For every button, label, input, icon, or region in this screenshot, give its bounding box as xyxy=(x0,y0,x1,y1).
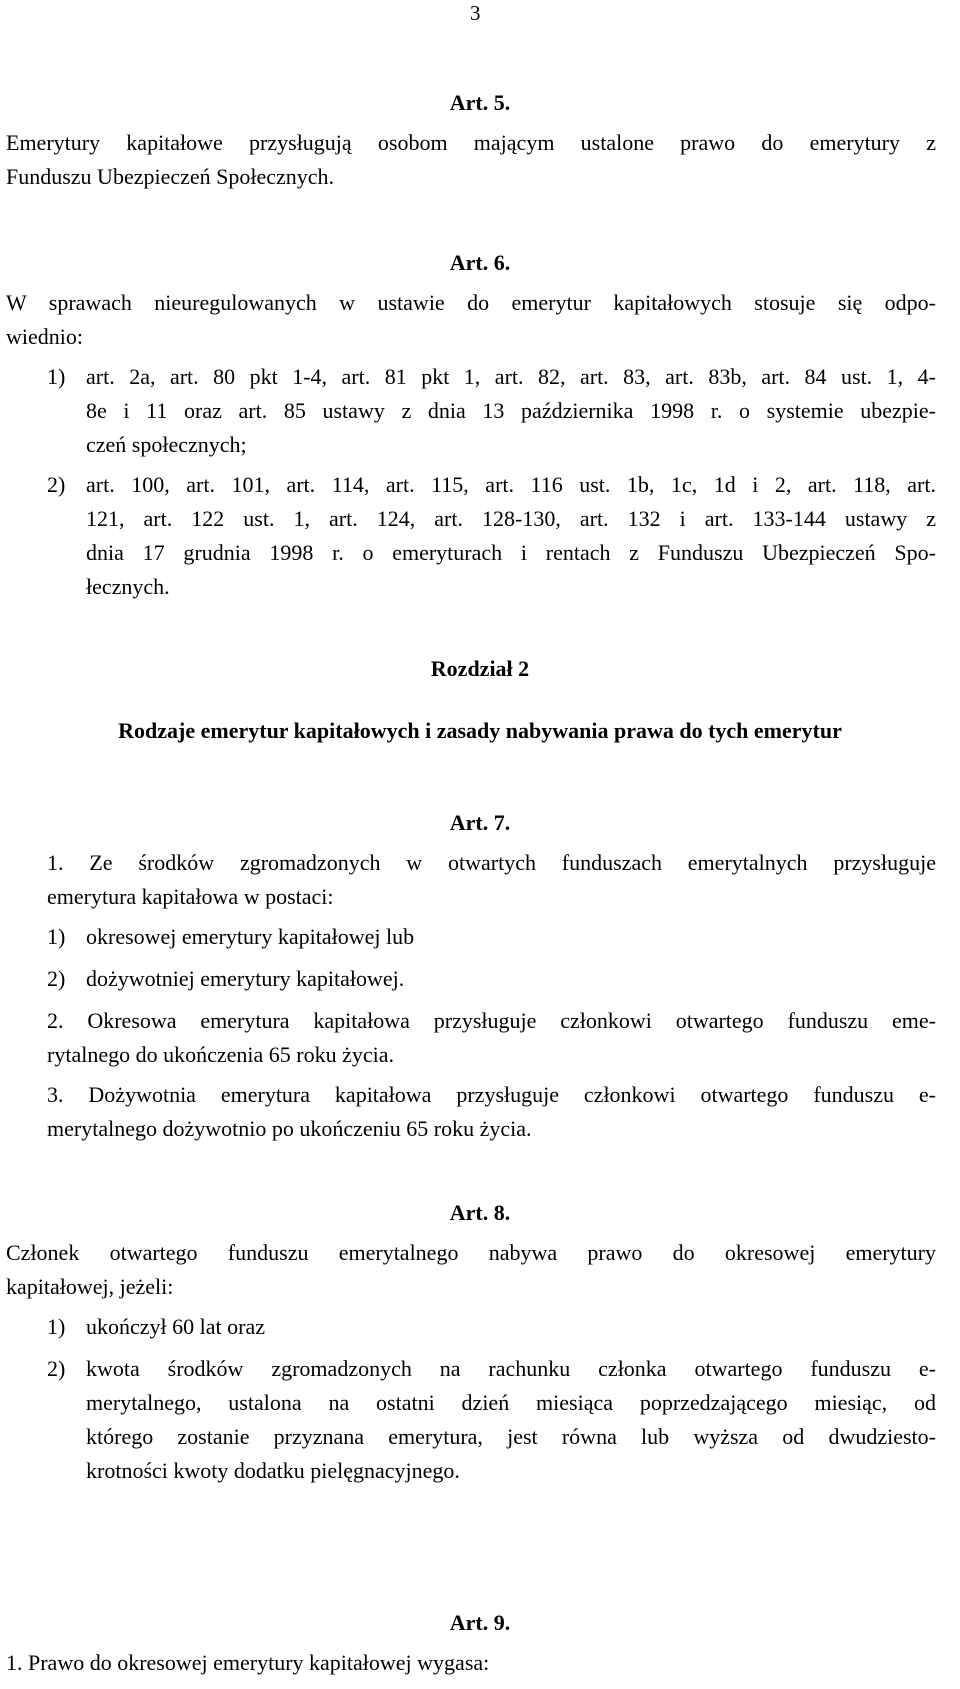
art9-heading: Art. 9. xyxy=(449,1610,511,1635)
art6-item2-line3: dnia 17 grudnia 1998 r. o emeryturach i rentach z Funduszu Ubezpieczeń Spo- xyxy=(86,540,936,565)
art7-p1-item2-text: dożywotniej emerytury kapitałowej. xyxy=(86,966,405,991)
art5-heading: Art. 5. xyxy=(449,90,511,115)
art6-item2-line4: łecznych. xyxy=(86,574,170,599)
art7-p1-line2: emerytura kapitałowa w postaci: xyxy=(47,884,334,909)
art6-heading: Art. 6. xyxy=(449,250,511,275)
art6-item2-line1: art. 100, art. 101, art. 114, art. 115, art. 116 ust. 1b, 1c, 1d i 2, art. 118, art. xyxy=(86,472,936,497)
art6-line2: wiednio: xyxy=(6,324,83,349)
art9-line1: 1. Prawo do okresowej emerytury kapitałowej wygasa: xyxy=(6,1650,490,1675)
art7-p3-line1: 3. Dożywotnia emerytura kapitałowa przysługuje członkowi otwartego funduszu e- xyxy=(47,1082,936,1107)
art8-heading: Art. 8. xyxy=(449,1200,511,1225)
art8-item2-line2: merytalnego, ustalona na ostatni dzień miesiąca poprzedzającego miesiąc, od xyxy=(86,1390,936,1415)
art6-item1-line3: czeń społecznych; xyxy=(86,432,247,457)
art7-p2-line1: 2. Okresowa emerytura kapitałowa przysługuje członkowi otwartego funduszu eme- xyxy=(47,1008,936,1033)
art8-line2: kapitałowej, jeżeli: xyxy=(6,1274,174,1299)
art7-p1-item2-num: 2) xyxy=(47,966,66,991)
art8-item2-line4: krotności kwoty dodatku pielęgnacyjnego. xyxy=(86,1458,460,1483)
art7-p1-line1: 1. Ze środków zgromadzonych w otwartych funduszach emerytalnych przysługuje xyxy=(47,850,936,875)
art6-item1-line2: 8e i 11 oraz art. 85 ustawy z dnia 13 października 1998 r. o systemie ubezpie- xyxy=(86,398,936,423)
art6-item1-line1: art. 2a, art. 80 pkt 1-4, art. 81 pkt 1, art. 82, art. 83, art. 83b, art. 84 ust. 1, 4- xyxy=(86,364,936,389)
page-number: 3 xyxy=(470,1,481,25)
art7-p2-line2: rytalnego do ukończenia 65 roku życia. xyxy=(47,1042,394,1067)
chapter-subtitle: Rodzaje emerytur kapitałowych i zasady nabywania prawa do tych emerytur xyxy=(118,718,842,743)
art8-item2-num: 2) xyxy=(47,1356,66,1381)
art6-item2-num: 2) xyxy=(47,472,66,497)
art5-line2: Funduszu Ubezpieczeń Społecznych. xyxy=(6,164,335,189)
art6-item1-num: 1) xyxy=(47,364,66,389)
chapter-title: Rozdział 2 xyxy=(430,656,530,681)
art8-item1-line1: ukończył 60 lat oraz xyxy=(86,1314,265,1339)
art5-line1: Emerytury kapitałowe przysługują osobom mającym ustalone prawo do emerytury z xyxy=(6,130,936,155)
art8-line1: Członek otwartego funduszu emerytalnego nabywa prawo do okresowej emerytury xyxy=(6,1240,936,1265)
art8-item2-line3: którego zostanie przyznana emerytura, jest równa lub wyższa od dwudziesto- xyxy=(86,1424,936,1449)
art8-item2-line1: kwota środków zgromadzonych na rachunku członka otwartego funduszu e- xyxy=(86,1356,936,1381)
art6-item2-line2: 121, art. 122 ust. 1, art. 124, art. 128-130, art. 132 i art. 133-144 ustawy z xyxy=(86,506,936,531)
art7-p1-item1-text: okresowej emerytury kapitałowej lub xyxy=(86,924,415,949)
art8-item1-num: 1) xyxy=(47,1314,66,1339)
art7-p1-item1-num: 1) xyxy=(47,924,66,949)
art7-heading: Art. 7. xyxy=(449,810,511,835)
art6-line1: W sprawach nieuregulowanych w ustawie do emerytur kapitałowych stosuje się odpo- xyxy=(6,290,936,315)
art7-p3-line2: merytalnego dożywotnio po ukończeniu 65 roku życia. xyxy=(47,1116,532,1141)
